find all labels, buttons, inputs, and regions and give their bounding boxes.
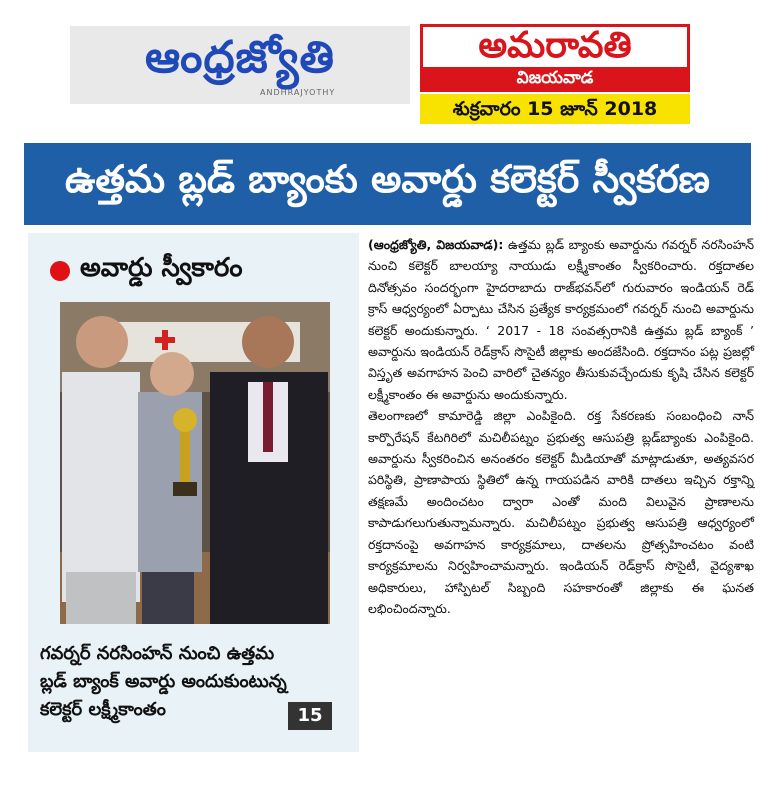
- article-body: [368, 234, 754, 619]
- article-paragraph-2: [368, 405, 754, 619]
- article-dateline: (ఆంధ్రజ్యోతి, విజయవాడ):: [368, 237, 504, 252]
- award-photo: [60, 302, 330, 624]
- award-photo-image: [60, 302, 330, 624]
- headline-banner: [24, 143, 751, 225]
- article-paragraph-1: [368, 234, 754, 405]
- edition-subcity: విజయవాడ: [423, 67, 687, 89]
- newspaper-masthead: [70, 26, 410, 104]
- edition-city: అమరావతి: [478, 25, 632, 66]
- photo-tag-label: అవార్డు స్వీకారం: [80, 253, 243, 283]
- caption-line-3: కలెక్టర్ లక్ష్మీకాంతం: [40, 699, 166, 720]
- page-number-badge: 15: [288, 702, 332, 730]
- edition-date: శుక్రవారం 15 జూన్ 2018: [420, 94, 690, 124]
- caption-line-2: బ్లడ్ బ్యాంక్ అవార్డు అందుకుంటున్న: [40, 671, 287, 692]
- edition-box: [420, 24, 690, 92]
- caption-line-1: గవర్నర్ నరసింహన్ నుంచి ఉత్తమ: [40, 643, 275, 664]
- newspaper-name: ఆంధ్రజ్యోతి: [145, 32, 335, 83]
- newspaper-name-latin: ANDHRAJYOTHY: [260, 88, 336, 97]
- article-paragraph-1-text: ఉత్తమ బ్లడ్ బ్యాంకు అవార్డును గవర్నర్ నరసింహన్ నుంచి కలెక్టర్ బాలయ్యా నాయుడు లక్ష్మీకాంతం స్వీకరించారు. రక్తదాతల దినోత్సవం సందర్భంగా హైదరాబాదు రాజ్‌భవన్‌లో గురువారం ఇండియన్ రెడ్ క్రాస్ ఆధ్వర్యంలో ఏర్పాటు చేసిన ప్రత్యేక కార్యక్రమంలో గవర్నర్ నుంచి అవార్డును కలెక్టర్ అందుకున్నారు. ‘ 2017 - 18 సంవత్సరానికి ఉత్తమ బ్లడ్ బ్యాంక్ ’ అవార్డును ఇండియన్ రెడ్‌క్రాస్ సొసైటీ జిల్లాకు అందజేసింది. రక్తదానం పట్ల ప్రజల్లో విస్తృత అవగాహన పెంచి వారిలో చైతన్యం తీసుకువచ్చేందుకు కృషి చేసిన కలెక్టర్ లక్ష్మీకాంతం ఈ అవార్డును అందుకున్నారు.: [368, 237, 754, 402]
- article-paragraph-2-text: తెలంగాణలో కామారెడ్డి జిల్లా ఎంపికైంది. రక్త సేకరణకు సంబంధించి నాన్ కార్పొరేషన్ కేటగిరిలో మచిలీపట్నం ప్రభుత్వ ఆసుపత్రి బ్లడ్‌బ్యాంకు ఎంపికైంది. అవార్డును స్వీకరించిన అనంతరం కలెక్టర్ మీడియాతో మాట్లాడుతూ, అత్యవసర పరిస్థితి, ప్రాణాపాయ స్థితిలో ఉన్న గాయపడిన వారికి దాతలు ఇచ్చిన రక్తాన్ని తక్షణమే అందించటం ద్వారా ఎంతో మంది విలువైన ప్రాణాలను కాపాడుగలుగుతున్నామన్నారు. మచిలీపట్నం ప్రభుత్వ ఆసుపత్రి ఆధ్వర్యంలో రక్తదానంపై అవగాహన కార్యక్రమాలు, దాతలను ప్రోత్సహించటం వంటి కార్యక్రమాలను నిర్వహించామన్నారు. ఇండియన్ రెడ్‌క్రాస్ సొసైటీ, వైద్యశాఖ అధికారులు, హాస్పిటల్ సిబ్బంది సహకారంతో జిల్లాకు ఈ ఘనత లభించిందన్నారు.: [368, 408, 754, 616]
- headline: ఉత్తమ బ్లడ్ బ్యాంకు అవార్డు కలెక్టర్ స్వీకరణ: [65, 157, 710, 201]
- bullet-icon: [50, 261, 70, 281]
- photo-tag: [50, 253, 243, 289]
